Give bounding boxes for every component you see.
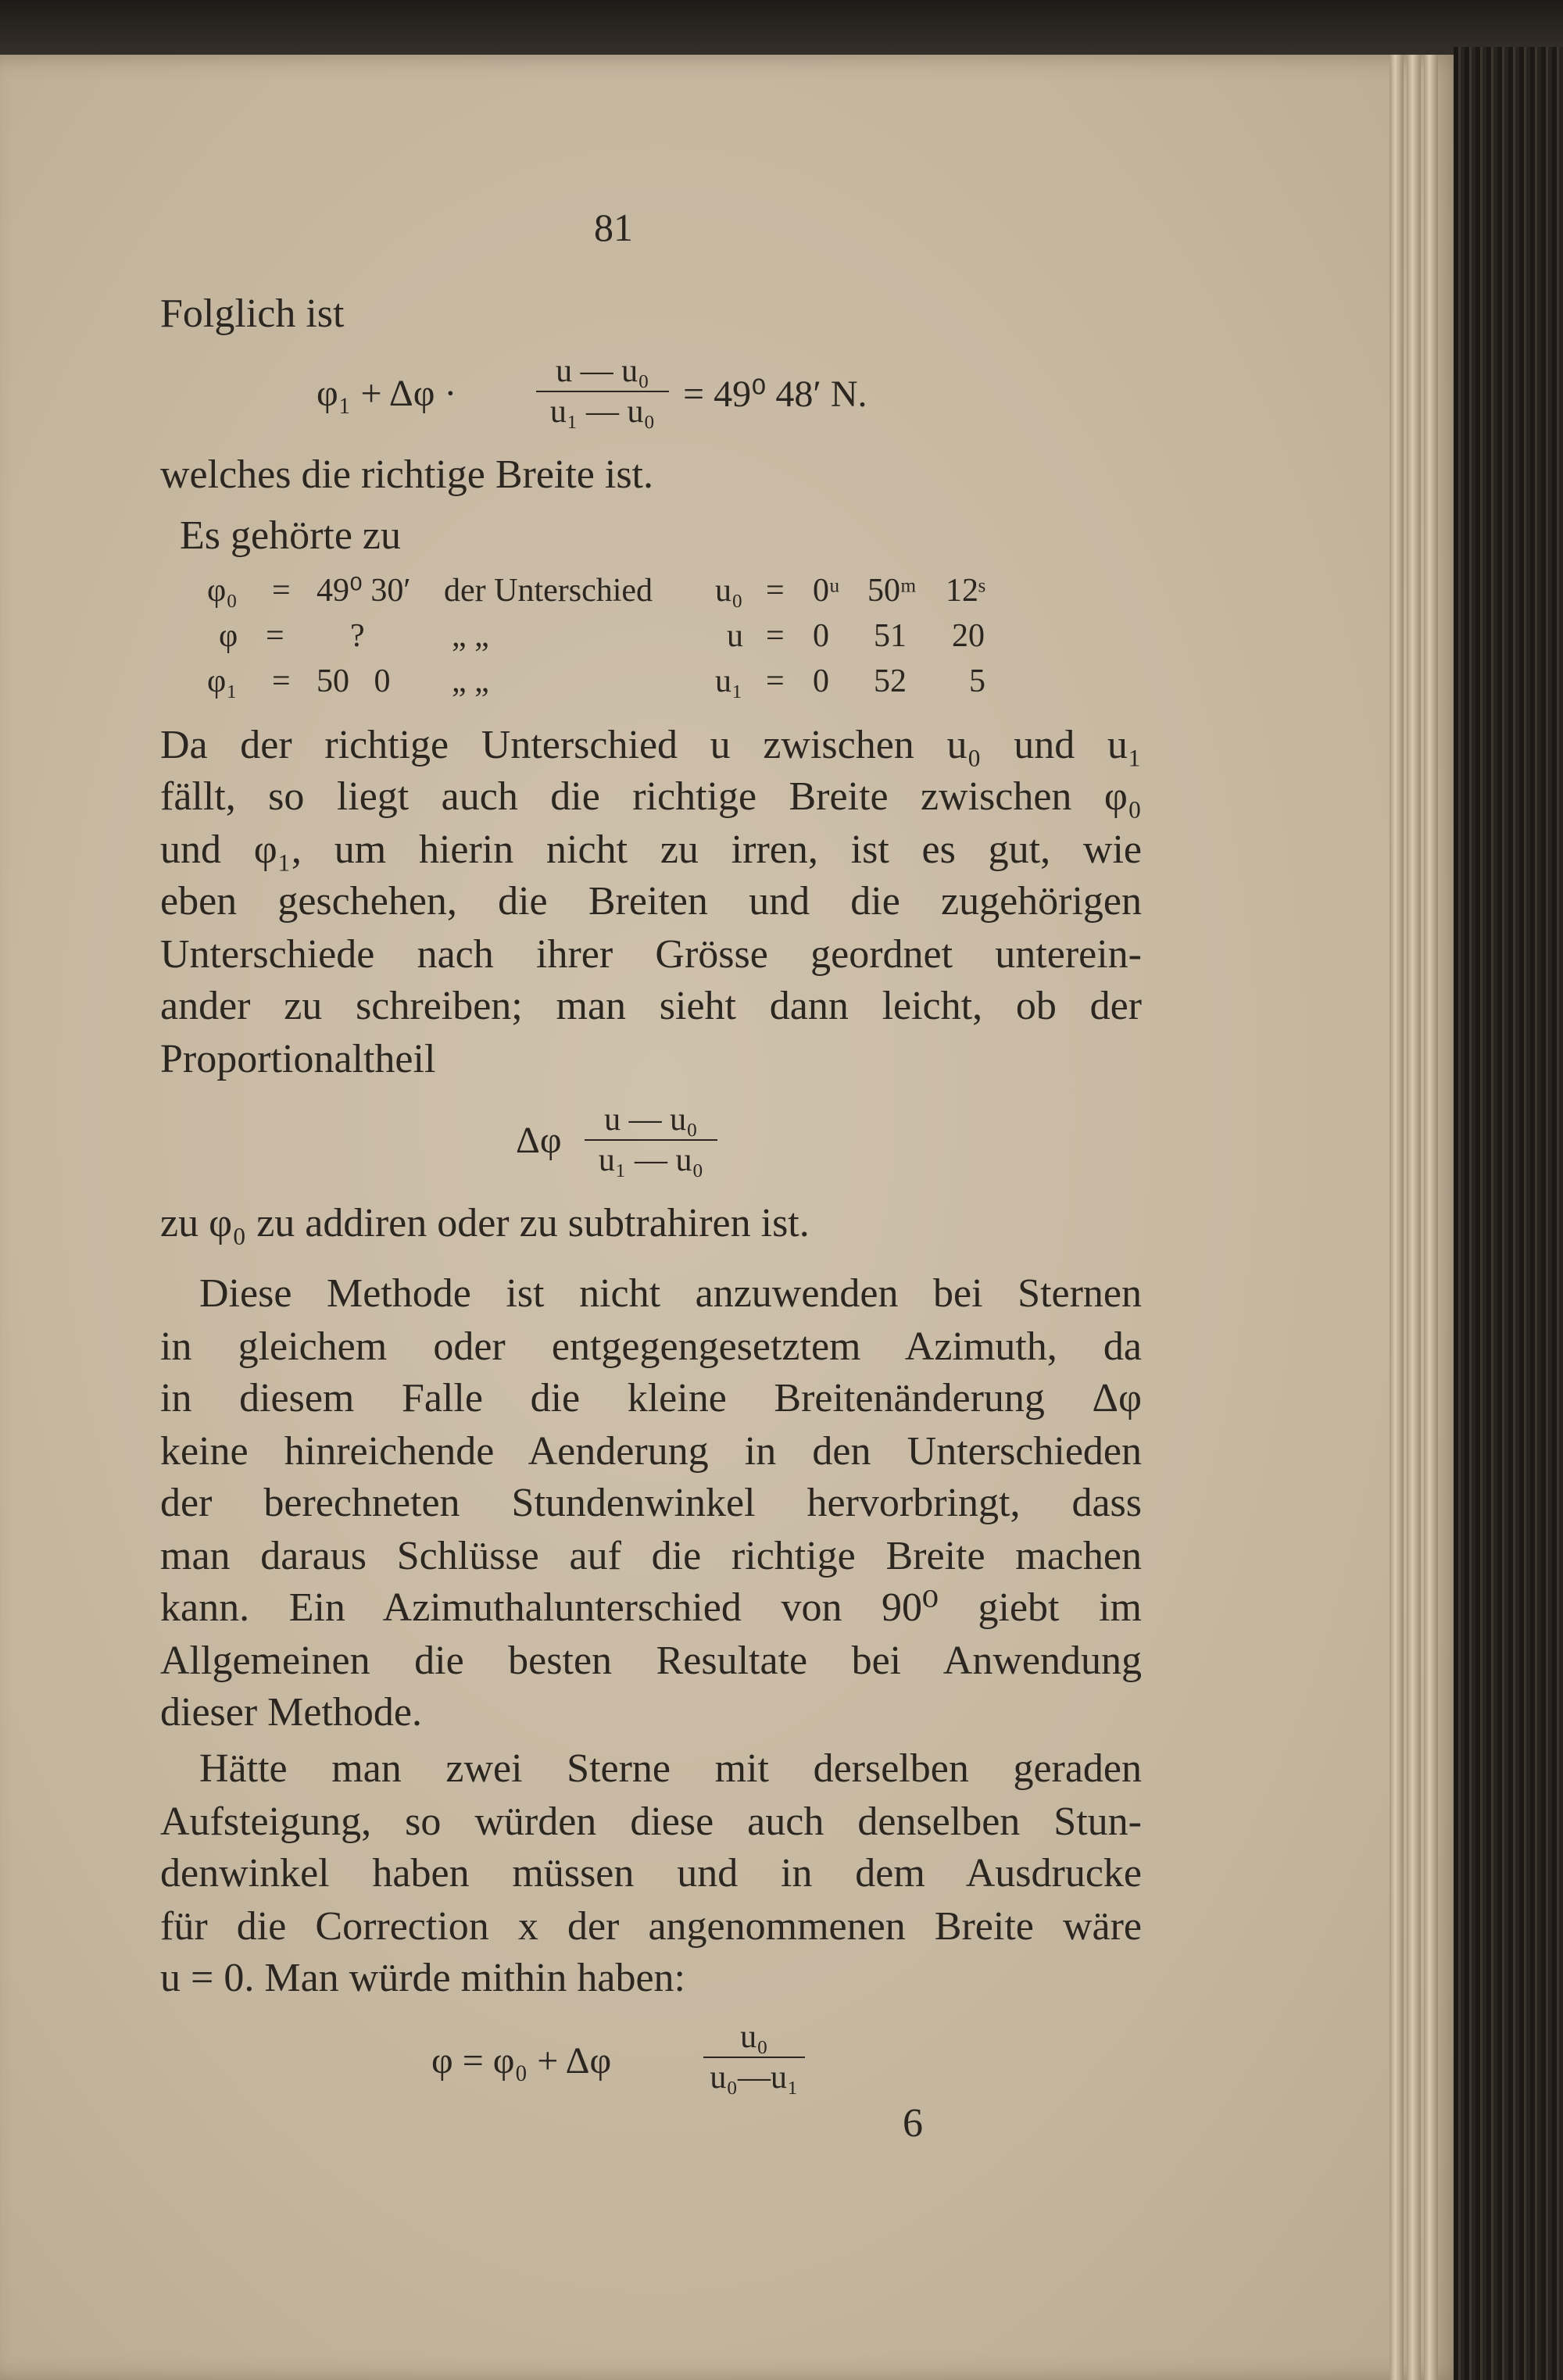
table-phi: φ₁ (207, 663, 238, 699)
signature-mark: 6 (903, 2101, 923, 2146)
text-line: denwinkel haben müssen und in dem Ausdrucke (160, 1851, 1142, 1896)
text-line: man daraus Schlüsse auf die richtige Breite machen (160, 1534, 1142, 1578)
text-line: fällt, so liegt auch die richtige Breite zwischen φ₀ (160, 774, 1142, 819)
intro-text: Folglich ist (160, 291, 345, 336)
text-line: zu φ₀ zu addiren oder zu subtrahiren ist. (160, 1201, 810, 1245)
table-u: u₁ (715, 663, 743, 699)
text-line: Hätte man zwei Sterne mit derselben geraden (199, 1746, 1142, 1791)
table-u: u (727, 618, 743, 654)
formula2-lhs: Δφ (516, 1120, 562, 1161)
formula3-fraction (703, 2019, 805, 2096)
table-phi: φ (219, 618, 238, 654)
text-line: ander zu schreiben; man sieht dann leicht, ob der (160, 984, 1142, 1028)
formula3-lhs: φ = φ₀ + Δφ (431, 2040, 612, 2082)
table-seconds: 12ˢ (946, 573, 985, 609)
table-hours: 0 (813, 663, 829, 699)
formula1-numerator: u — u₀ (556, 353, 649, 389)
page-edge-strip (1407, 55, 1421, 2380)
text-line: Aufsteigung, so würden diese auch denselben Stun- (160, 1799, 1142, 1844)
table-minutes: 51 (874, 618, 907, 654)
table-eq: = (272, 663, 291, 699)
text-line: der berechneten Stundenwinkel hervorbringt, dass (160, 1481, 1142, 1525)
table-minutes: 52 (874, 663, 907, 699)
table-label: „ „ (452, 618, 489, 654)
table-eq: = (766, 618, 785, 654)
formula2-fraction (585, 1102, 717, 1178)
formula2-numerator: u — u₀ (604, 1102, 698, 1138)
table-seconds: 5 (969, 663, 985, 699)
table-hours: 0 (813, 618, 829, 654)
table-label: der Unterschied (444, 573, 653, 609)
text-line: dieser Methode. (160, 1690, 423, 1735)
table-degrees: 49⁰ 30′ (317, 573, 411, 609)
formula1-denominator: u₁ — u₀ (549, 394, 656, 430)
formula1-lhs: φ₁ + Δφ · (317, 373, 457, 414)
table-seconds: 20 (952, 618, 985, 654)
text-line: eben geschehen, die Breiten und die zugehörigen (160, 879, 1142, 924)
text-line: Da der richtige Unterschied u zwischen u₀ und u₁ (160, 723, 1142, 767)
formula3-denominator: u₀—u₁ (710, 2060, 799, 2096)
table-label: „ „ (452, 663, 489, 699)
formula2-denominator: u₁ — u₀ (598, 1142, 704, 1178)
fraction-bar (585, 1139, 717, 1141)
table-hours: 0ᵘ (813, 573, 840, 609)
text-line: welches die richtige Breite ist. (160, 452, 654, 497)
text-line: und φ₁, um hierin nicht zu irren, ist es gut, wie (160, 827, 1142, 872)
text-line: Diese Methode ist nicht anzuwenden bei Sternen (199, 1271, 1142, 1316)
table-minutes: 50ᵐ (867, 573, 917, 609)
page-edge-strip (1390, 55, 1404, 2380)
text-line: in gleichem oder entgegengesetztem Azimuth, da (160, 1324, 1142, 1369)
text-line: für die Correction x der angenommenen Breite wäre (160, 1904, 1142, 1949)
page-edge-strip (1424, 55, 1438, 2380)
text-line: Allgemeinen die besten Resultate bei Anwendung (160, 1638, 1142, 1683)
table-eq: = (766, 663, 785, 699)
formula1-rhs: = 49⁰ 48′ N. (683, 373, 867, 415)
text-line: in diesem Falle die kleine Breitenänderung Δφ (160, 1376, 1142, 1420)
text-line: u = 0. Man würde mithin haben: (160, 1956, 685, 2000)
formula1-fraction (536, 353, 669, 430)
fraction-bar (703, 2057, 805, 2058)
text-line: Unterschiede nach ihrer Grösse geordnet unterein- (160, 932, 1142, 977)
table-eq: = (272, 573, 291, 609)
table-u: u₀ (715, 573, 743, 609)
text-line: keine hinreichende Aenderung in den Unterschieden (160, 1429, 1142, 1474)
table-degrees: ? (350, 618, 365, 654)
book-cover-edge (1454, 47, 1563, 2380)
page-number: 81 (594, 205, 633, 249)
text-line: Proportionaltheil (160, 1037, 436, 1081)
text-line: Es gehörte zu (180, 513, 402, 558)
text-line: kann. Ein Azimuthalunterschied von 90⁰ giebt im (160, 1585, 1142, 1630)
table-eq: = (266, 618, 284, 654)
table-phi: φ₀ (207, 573, 238, 609)
table-eq: = (766, 573, 785, 609)
table-degrees: 50 0 (317, 663, 391, 699)
fraction-bar (536, 391, 669, 392)
formula3-numerator: u₀ (740, 2019, 768, 2055)
